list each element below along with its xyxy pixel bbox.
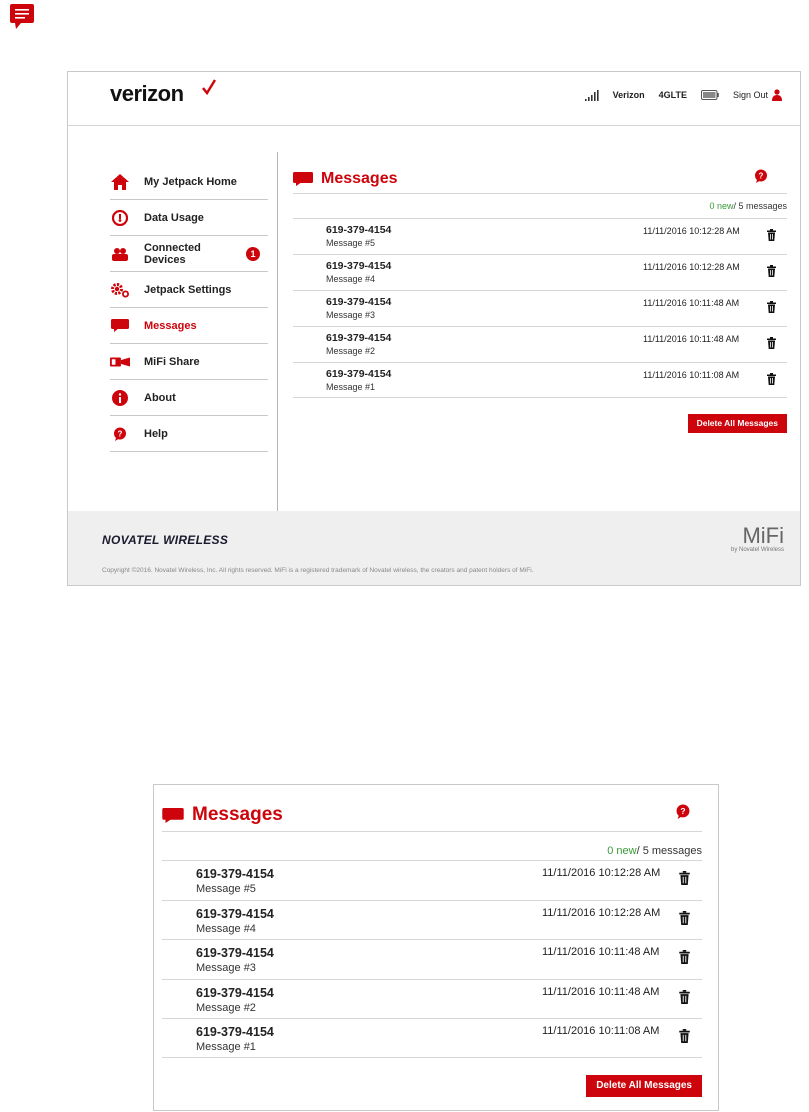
message-timestamp: 11/11/2016 10:12:28 AM — [542, 867, 661, 879]
message-row[interactable] — [293, 362, 787, 398]
trash-icon[interactable] — [767, 229, 776, 241]
message-timestamp: 11/11/2016 10:11:48 AM — [643, 334, 740, 344]
message-row[interactable] — [293, 326, 787, 362]
message-list — [293, 218, 787, 398]
verizon-logo: verizon — [110, 81, 184, 106]
sidebar-item-my-jetpack-home[interactable] — [110, 164, 268, 200]
message-row[interactable] — [162, 1018, 702, 1058]
messages-panel — [293, 164, 787, 433]
verizon-check-icon — [201, 78, 217, 96]
messages-header — [293, 164, 787, 194]
sidebar-item-jetpack-settings[interactable] — [110, 272, 268, 308]
total-count: / 5 messages — [636, 845, 702, 857]
status-bar — [585, 89, 782, 101]
copyright-text: Copyright ©2016. Novatel Wireless, Inc. All rights reserved. MiFi is a registered trademark of Novatel wireless, the creators and patent holders of MiFi. — [102, 567, 534, 574]
message-sender: 619-379-4154 — [196, 985, 274, 1000]
message-timestamp: 11/11/2016 10:11:48 AM — [542, 946, 660, 958]
message-sender: 619-379-4154 — [326, 296, 392, 308]
message-icon — [293, 172, 313, 186]
top-header — [68, 72, 800, 126]
info-icon — [110, 390, 130, 406]
message-subject: Message #4 — [326, 274, 376, 284]
sign-out-link[interactable] — [733, 89, 782, 101]
message-row[interactable] — [162, 979, 702, 1019]
message-timestamp: 11/11/2016 10:11:48 AM — [542, 985, 660, 998]
home-icon — [110, 174, 130, 190]
message-row[interactable] — [162, 860, 702, 900]
sidebar-item-label: Messages — [144, 319, 197, 332]
help-icon — [110, 426, 130, 442]
page-title: Messages — [321, 169, 398, 187]
sidebar-item-label: Jetpack Settings — [144, 283, 232, 296]
trash-icon[interactable] — [767, 337, 776, 349]
sign-out-label: Sign Out — [732, 90, 768, 100]
message-sender: 619-379-4154 — [326, 368, 392, 380]
trash-icon[interactable] — [767, 301, 776, 313]
data-usage-icon — [110, 210, 130, 226]
notification-badge: 1 — [246, 247, 260, 261]
message-row[interactable] — [293, 290, 787, 326]
message-timestamp: 11/11/2016 10:12:28 AM — [542, 906, 661, 919]
footer — [68, 511, 800, 585]
sidebar-item-help[interactable] — [110, 416, 268, 452]
message-subject: Message #2 — [196, 1001, 256, 1014]
message-sender: 619-379-4154 — [196, 946, 274, 960]
message-sender: 619-379-4154 — [196, 1025, 274, 1039]
message-timestamp: 11/11/2016 10:12:28 AM — [643, 262, 740, 272]
message-subject: Message #2 — [326, 346, 376, 356]
mifi-logo: MiFi — [742, 523, 784, 548]
messages-header — [162, 799, 702, 832]
connected-devices-icon — [110, 246, 130, 262]
message-timestamp: 11/11/2016 10:11:48 AM — [643, 298, 740, 308]
trash-icon[interactable] — [679, 871, 690, 885]
sidebar-item-label: My Jetpack Home — [144, 175, 237, 188]
sidebar-nav — [110, 164, 268, 452]
help-icon[interactable] — [751, 169, 771, 183]
message-sender: 619-379-4154 — [196, 867, 274, 881]
sidebar-item-data-usage[interactable] — [110, 200, 268, 236]
new-count: 0 new — [607, 845, 637, 857]
sidebar-item-connected-devices[interactable] — [110, 236, 268, 272]
message-subject: Message #1 — [326, 382, 376, 392]
message-icon — [110, 318, 130, 334]
delete-all-messages-button[interactable]: Delete All Messages — [688, 414, 787, 433]
trash-icon[interactable] — [679, 1029, 690, 1043]
message-row[interactable] — [293, 254, 787, 290]
sidebar-item-mifi-share[interactable] — [110, 344, 268, 380]
message-subject: Message #5 — [196, 883, 256, 895]
trash-icon[interactable] — [679, 990, 690, 1004]
sidebar-item-label: MiFi Share — [144, 355, 200, 368]
message-timestamp: 11/11/2016 10:12:28 AM — [643, 226, 740, 236]
trash-icon[interactable] — [679, 950, 690, 964]
svg-text:?: ? — [117, 429, 123, 438]
help-icon[interactable] — [672, 804, 694, 819]
message-sender: 619-379-4154 — [326, 224, 392, 236]
message-count — [162, 832, 702, 860]
message-sender: 619-379-4154 — [196, 906, 274, 921]
note-icon — [10, 4, 34, 30]
sidebar-item-label: Data Usage — [144, 211, 204, 224]
vertical-divider — [277, 152, 278, 512]
svg-text:?: ? — [758, 171, 764, 181]
message-icon — [162, 808, 184, 823]
message-row[interactable] — [162, 900, 702, 940]
delete-all-wrap — [162, 1075, 702, 1097]
battery-icon — [701, 90, 719, 100]
jetpack-screenshot — [67, 71, 801, 586]
svg-text:?: ? — [680, 806, 686, 817]
mifi-byline: by Novatel Wireless — [730, 547, 784, 553]
message-list — [162, 860, 702, 1058]
gear-icon — [110, 282, 130, 298]
delete-all-messages-button[interactable]: Delete All Messages — [586, 1075, 702, 1097]
network-type: 4GLTE — [658, 90, 687, 100]
delete-all-wrap — [293, 413, 787, 433]
sidebar-item-label: Help — [144, 427, 168, 440]
message-row[interactable] — [293, 218, 787, 254]
message-subject: Message #3 — [326, 310, 376, 320]
sidebar-item-label: About — [144, 391, 176, 404]
message-sender: 619-379-4154 — [326, 260, 392, 272]
message-subject: Message #5 — [326, 238, 376, 248]
message-row[interactable] — [162, 939, 702, 979]
trash-icon[interactable] — [767, 265, 776, 277]
sidebar-item-label: Connected Devices — [144, 241, 201, 266]
novatel-logo: NOVATEL WIRELESS — [102, 533, 229, 547]
person-icon — [772, 89, 782, 101]
trash-icon[interactable] — [679, 911, 690, 925]
signal-strength-icon — [585, 90, 599, 101]
message-sender: 619-379-4154 — [326, 332, 392, 344]
carrier-name: Verizon — [612, 90, 645, 100]
message-timestamp: 11/11/2016 10:11:08 AM — [643, 370, 740, 380]
new-count: 0 new — [709, 201, 734, 211]
total-count: / 5 messages — [733, 201, 787, 211]
trash-icon[interactable] — [767, 373, 776, 385]
message-timestamp: 11/11/2016 10:11:08 AM — [542, 1025, 660, 1037]
message-subject: Message #4 — [196, 922, 256, 935]
message-subject: Message #3 — [196, 962, 256, 974]
page-title: Messages — [192, 804, 283, 825]
message-count — [293, 194, 787, 218]
sidebar-item-messages[interactable] — [110, 308, 268, 344]
mifi-share-icon — [110, 354, 130, 370]
sidebar-item-about[interactable] — [110, 380, 268, 416]
messages-panel-zoomed — [153, 784, 719, 1111]
message-subject: Message #1 — [196, 1041, 256, 1053]
